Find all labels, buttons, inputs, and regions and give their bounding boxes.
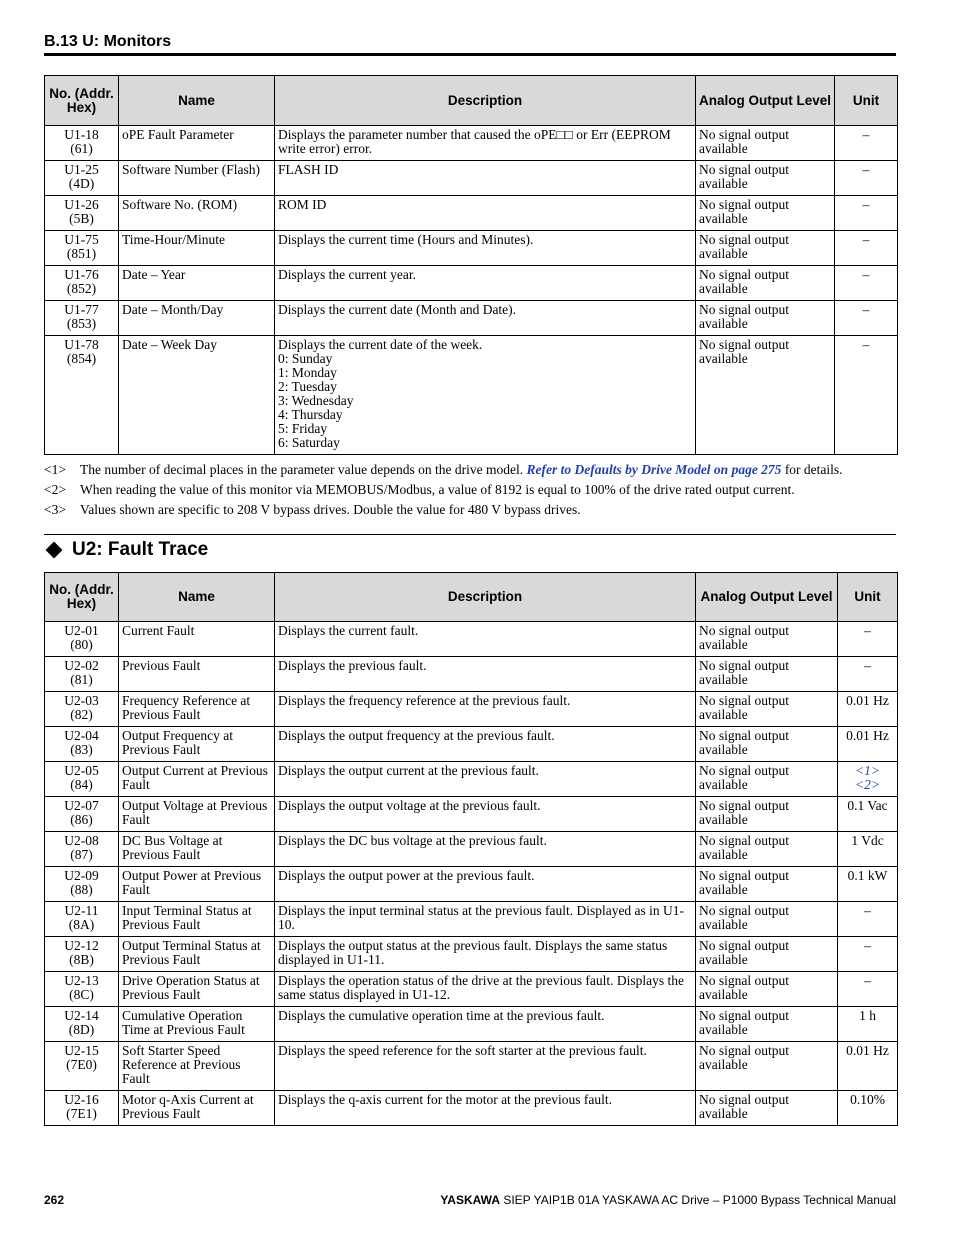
table-row — [45, 1091, 898, 1126]
col-header-unit: Unit — [835, 76, 898, 126]
col-header-unit: Unit — [838, 573, 898, 622]
param-unit: – — [838, 972, 898, 1007]
analog-output-level: No signal output available — [696, 126, 835, 161]
param-name: Time-Hour/Minute — [119, 231, 275, 266]
param-unit: – — [835, 301, 898, 336]
section-title: B.13 U: Monitors — [44, 33, 896, 56]
param-no-cell — [45, 1042, 119, 1091]
col-header-name: Name — [119, 76, 275, 126]
table-row — [45, 657, 898, 692]
param-number: U1-75 — [64, 232, 99, 247]
param-address: (81) — [70, 672, 93, 687]
manual-title: SIEP YAIP1B 01A YASKAWA AC Drive – P1000 Bypass Technical Manual — [503, 1193, 896, 1207]
footnote-1 — [44, 460, 904, 480]
footnotes — [44, 460, 904, 520]
param-description: Displays the output power at the previous fault. — [275, 867, 696, 902]
param-unit: – — [835, 161, 898, 196]
param-description: FLASH ID — [275, 161, 696, 196]
param-name: Motor q-Axis Current at Previous Fault — [119, 1091, 275, 1126]
param-description: Displays the frequency reference at the previous fault. — [275, 692, 696, 727]
param-name: Cumulative Operation Time at Previous Fault — [119, 1007, 275, 1042]
param-unit: 1 Vdc — [838, 832, 898, 867]
param-address: (80) — [70, 637, 93, 652]
analog-output-level: No signal output available — [696, 301, 835, 336]
param-name: Drive Operation Status at Previous Fault — [119, 972, 275, 1007]
table-row — [45, 727, 898, 762]
footnote-text: The number of decimal places in the parameter value depends on the drive model. — [80, 462, 524, 477]
param-number: U1-77 — [64, 302, 99, 317]
analog-output-level: No signal output available — [696, 657, 838, 692]
param-unit: 0.1 kW — [838, 867, 898, 902]
analog-output-level: No signal output available — [696, 727, 838, 762]
param-no-cell — [45, 266, 119, 301]
param-unit: 0.01 Hz — [838, 692, 898, 727]
week-day-item: 3: Wednesday — [278, 393, 354, 408]
analog-output-level: No signal output available — [696, 336, 835, 455]
param-unit: – — [835, 336, 898, 455]
param-address: (87) — [70, 847, 93, 862]
footnote-tag: <2> — [44, 482, 66, 497]
table-row — [45, 161, 898, 196]
table-row — [45, 937, 898, 972]
col-header-description: Description — [275, 76, 696, 126]
page-footer — [44, 1193, 896, 1207]
param-address: (5B) — [69, 211, 94, 226]
param-unit: – — [835, 126, 898, 161]
table-row — [45, 972, 898, 1007]
param-address: (88) — [70, 882, 93, 897]
analog-output-level: No signal output available — [696, 1007, 838, 1042]
week-day-item: 6: Saturday — [278, 435, 340, 450]
param-name: Date – Week Day — [119, 336, 275, 455]
param-number: U1-76 — [64, 267, 99, 282]
param-number: U2-09 — [64, 868, 99, 883]
param-number: U2-11 — [64, 903, 99, 918]
footnote-tag: <3> — [44, 502, 66, 517]
param-name: Current Fault — [119, 622, 275, 657]
param-no-cell — [45, 1091, 119, 1126]
analog-output-level: No signal output available — [696, 1091, 838, 1126]
param-number: U2-16 — [64, 1092, 99, 1107]
param-address: (8C) — [69, 987, 94, 1002]
param-name: Frequency Reference at Previous Fault — [119, 692, 275, 727]
col-header-no: No. (Addr. Hex) — [45, 573, 119, 622]
footnote-3 — [44, 500, 904, 520]
param-no-cell — [45, 797, 119, 832]
param-name: Output Voltage at Previous Fault — [119, 797, 275, 832]
analog-output-level: No signal output available — [696, 266, 835, 301]
analog-output-level: No signal output available — [696, 972, 838, 1007]
param-no-cell — [45, 867, 119, 902]
param-number: U2-05 — [64, 763, 99, 778]
col-header-no: No. (Addr. Hex) — [45, 76, 119, 126]
param-number: U2-07 — [64, 798, 99, 813]
param-unit: – — [835, 266, 898, 301]
param-number: U2-08 — [64, 833, 99, 848]
param-address: (854) — [66, 351, 97, 366]
param-no-cell — [45, 161, 119, 196]
table-row — [45, 762, 898, 797]
param-unit: 0.10% — [838, 1091, 898, 1126]
table-row — [45, 902, 898, 937]
param-unit: – — [838, 622, 898, 657]
param-name: Input Terminal Status at Previous Fault — [119, 902, 275, 937]
week-day-item: 4: Thursday — [278, 407, 343, 422]
param-description: Displays the output current at the previous fault. — [275, 762, 696, 797]
footnote-2 — [44, 480, 904, 500]
param-name: Output Terminal Status at Previous Fault — [119, 937, 275, 972]
analog-output-level: No signal output available — [696, 231, 835, 266]
col-header-analog-output: Analog Output Level — [696, 573, 838, 622]
table-row — [45, 867, 898, 902]
param-description: Displays the current fault. — [275, 622, 696, 657]
week-day-item: 2: Tuesday — [278, 379, 337, 394]
param-name: Date – Year — [119, 266, 275, 301]
param-description: Displays the current date (Month and Date). — [275, 301, 696, 336]
param-number: U2-15 — [64, 1043, 99, 1058]
table-row — [45, 832, 898, 867]
footnote-text: Values shown are specific to 208 V bypass drives. Double the value for 480 V bypass drives. — [80, 502, 581, 517]
param-unit: – — [835, 196, 898, 231]
page-number: 262 — [44, 1193, 65, 1207]
analog-output-level: No signal output available — [696, 867, 838, 902]
week-desc-intro: Displays the current date of the week. — [278, 337, 483, 352]
param-description: Displays the output voltage at the previous fault. — [275, 797, 696, 832]
param-no-cell — [45, 336, 119, 455]
param-name: DC Bus Voltage at Previous Fault — [119, 832, 275, 867]
param-description: Displays the cumulative operation time at the previous fault. — [275, 1007, 696, 1042]
param-number: U1-78 — [64, 337, 99, 352]
analog-output-level: No signal output available — [696, 832, 838, 867]
param-no-cell — [45, 301, 119, 336]
param-description: Displays the speed reference for the soft starter at the previous fault. — [275, 1042, 696, 1091]
param-description: Displays the current year. — [275, 266, 696, 301]
analog-output-level: No signal output available — [696, 937, 838, 972]
param-address: (8B) — [69, 952, 94, 967]
param-description: Displays the output frequency at the previous fault. — [275, 727, 696, 762]
col-header-analog-output: Analog Output Level — [696, 76, 835, 126]
param-no-cell — [45, 727, 119, 762]
param-no-cell — [45, 832, 119, 867]
param-address: (61) — [70, 141, 93, 156]
param-address: (7E0) — [66, 1057, 97, 1072]
param-no-cell — [45, 1007, 119, 1042]
param-name: Previous Fault — [119, 657, 275, 692]
param-address: (8A) — [68, 917, 95, 932]
param-number: U2-02 — [64, 658, 99, 673]
param-no-cell — [45, 126, 119, 161]
analog-output-level: No signal output available — [696, 1042, 838, 1091]
param-unit: – — [838, 657, 898, 692]
col-header-name: Name — [119, 573, 275, 622]
table-row — [45, 622, 898, 657]
table-row — [45, 797, 898, 832]
param-unit: – — [838, 937, 898, 972]
param-number: U1-26 — [64, 197, 99, 212]
param-no-cell — [45, 937, 119, 972]
analog-output-level: No signal output available — [696, 902, 838, 937]
param-name: Soft Starter Speed Reference at Previous Fault — [119, 1042, 275, 1091]
param-no-cell — [45, 972, 119, 1007]
param-number: U2-03 — [64, 693, 99, 708]
param-description: Displays the input terminal status at the previous fault. Displayed as in U1-10. — [275, 902, 696, 937]
param-address: (851) — [66, 246, 97, 261]
param-no-cell — [45, 762, 119, 797]
table-row — [45, 1007, 898, 1042]
param-description: Displays the previous fault. — [275, 657, 696, 692]
param-number: U2-12 — [64, 938, 99, 953]
table-row — [45, 1042, 898, 1091]
analog-output-level: No signal output available — [696, 762, 838, 797]
param-number: U2-13 — [64, 973, 99, 988]
param-address: (853) — [66, 316, 97, 331]
week-day-item: 5: Friday — [278, 421, 328, 436]
param-name: Software No. (ROM) — [119, 196, 275, 231]
param-number: U1-18 — [64, 127, 99, 142]
analog-output-level: No signal output available — [696, 196, 835, 231]
param-unit: – — [835, 231, 898, 266]
analog-output-level: No signal output available — [696, 161, 835, 196]
param-no-cell — [45, 622, 119, 657]
subsection-heading — [44, 534, 896, 561]
param-description — [275, 336, 696, 455]
monitor-table-u1 — [44, 75, 898, 455]
col-header-description: Description — [275, 573, 696, 622]
monitor-table-u2 — [44, 572, 898, 1126]
param-number: U2-04 — [64, 728, 99, 743]
table-row — [45, 336, 898, 455]
week-day-list — [278, 352, 692, 450]
footnote-text: When reading the value of this monitor via MEMOBUS/Modbus, a value of 8192 is equal to 100% of the drive rated output current. — [80, 482, 795, 497]
param-description: Displays the current time (Hours and Minutes). — [275, 231, 696, 266]
cross-reference-link[interactable]: Refer to Defaults by Drive Model on page 275 — [526, 462, 782, 477]
param-description: Displays the q-axis current for the motor at the previous fault. — [275, 1091, 696, 1126]
param-name: oPE Fault Parameter — [119, 126, 275, 161]
footnote-tail: for details. — [784, 462, 843, 477]
param-no-cell — [45, 196, 119, 231]
param-unit: 0.1 Vac — [838, 797, 898, 832]
param-description: Displays the parameter number that caused the oPE□□ or Err (EEPROM write error) error. — [275, 126, 696, 161]
table-row — [45, 266, 898, 301]
param-address: (83) — [70, 742, 93, 757]
param-address: (4D) — [68, 176, 95, 191]
brand-name: YASKAWA — [440, 1193, 500, 1207]
param-unit: – — [838, 902, 898, 937]
table-row — [45, 231, 898, 266]
diamond-bullet-icon — [46, 542, 63, 559]
param-number: U2-01 — [64, 623, 99, 638]
analog-output-level: No signal output available — [696, 622, 838, 657]
param-no-cell — [45, 902, 119, 937]
param-description: ROM ID — [275, 196, 696, 231]
table-row — [45, 196, 898, 231]
param-address: (82) — [70, 707, 93, 722]
param-name: Output Power at Previous Fault — [119, 867, 275, 902]
analog-output-level: No signal output available — [696, 797, 838, 832]
param-address: (8D) — [68, 1022, 95, 1037]
subsection-title: U2: Fault Trace — [72, 539, 209, 560]
param-no-cell — [45, 692, 119, 727]
param-unit: 0.01 Hz — [838, 1042, 898, 1091]
param-address: (7E1) — [66, 1106, 97, 1121]
footnote-tag: <1> — [44, 462, 66, 477]
analog-output-level: No signal output available — [696, 692, 838, 727]
param-number: U2-14 — [64, 1008, 99, 1023]
param-description: Displays the output status at the previous fault. Displays the same status displayed in U1-11. — [275, 937, 696, 972]
param-name: Output Frequency at Previous Fault — [119, 727, 275, 762]
param-unit[interactable]: <1> <2> — [838, 762, 898, 797]
table-row — [45, 692, 898, 727]
param-no-cell — [45, 657, 119, 692]
param-name: Software Number (Flash) — [119, 161, 275, 196]
param-unit: 1 h — [838, 1007, 898, 1042]
param-address: (84) — [70, 777, 93, 792]
param-name: Date – Month/Day — [119, 301, 275, 336]
param-description: Displays the DC bus voltage at the previous fault. — [275, 832, 696, 867]
param-number: U1-25 — [64, 162, 99, 177]
table-row — [45, 301, 898, 336]
param-unit: 0.01 Hz — [838, 727, 898, 762]
param-address: (852) — [66, 281, 97, 296]
param-address: (86) — [70, 812, 93, 827]
param-no-cell — [45, 231, 119, 266]
param-name: Output Current at Previous Fault — [119, 762, 275, 797]
table-row — [45, 126, 898, 161]
param-description: Displays the operation status of the drive at the previous fault. Displays the same status displayed in U1-12. — [275, 972, 696, 1007]
week-day-item: 1: Monday — [278, 365, 337, 380]
week-day-item: 0: Sunday — [278, 351, 333, 366]
